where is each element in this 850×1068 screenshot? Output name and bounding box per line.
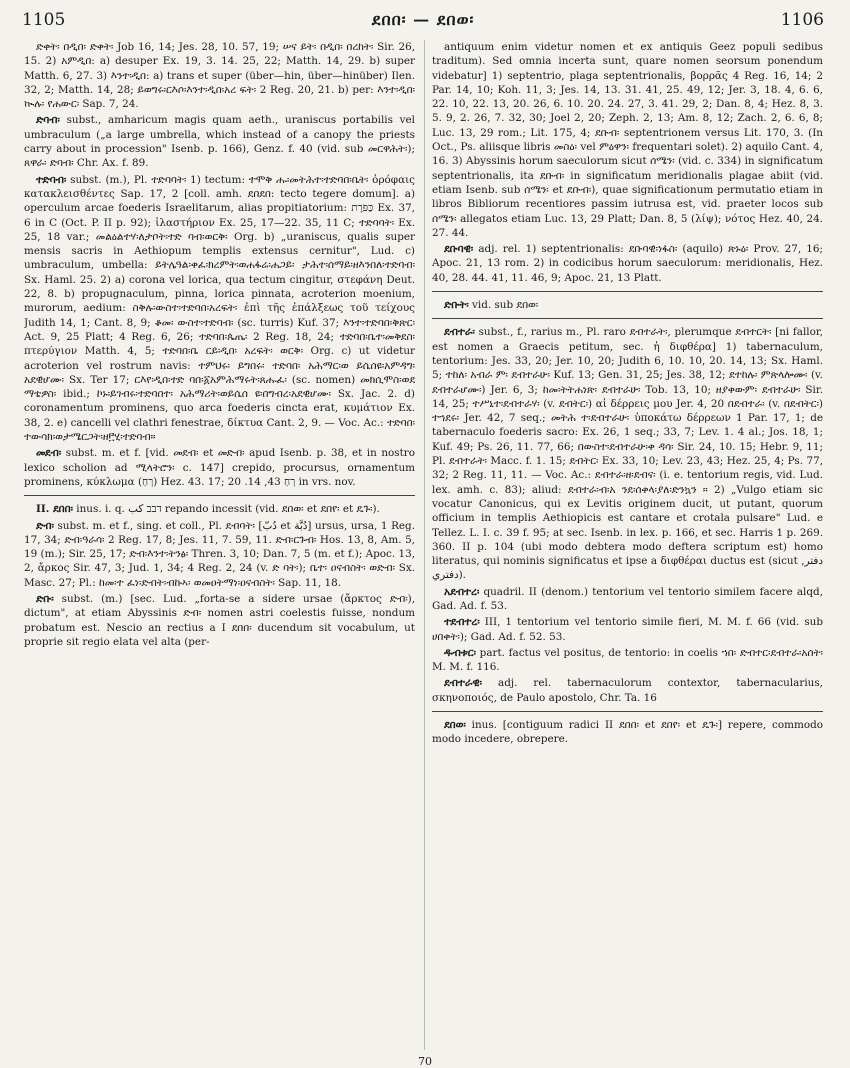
entry (24, 446, 415, 489)
headword: ደበወ፡ (444, 719, 466, 732)
entry (24, 40, 415, 111)
headword: ደብተራ፡ (444, 326, 475, 339)
entry-text: subst., amharicum magis quam aeth., uraniscus portabilis vel umbraculum („a large umbrella, which instead of a canopy the priests carry about in procession" Isenb. p. 166), Genz. f. 40 (vid. sub መርዋሕት፡); ጸዋራ፡ ድባብ፡ Chr. Ax. f. 89. (24, 114, 415, 170)
headword: ድብ፡ (36, 519, 54, 532)
entry-text: adj. rel. 1) septentrionalis: ደቡባዊ፡ነፋስ፡ (aquilo) ጽኑዕ፡ Prov. 27, 16; Apoc. 21, 13 rom. 2) in codicibus horum saeculorum: meridionalis, Hez. 40, 28. 44. 41, 11. 46, 9; Apoc. 21, 13 Platt. (432, 243, 823, 284)
headword: መደብ፡ (36, 447, 62, 460)
entry (432, 676, 823, 705)
headword: ድባብ፡ (36, 114, 60, 127)
entry (432, 298, 823, 312)
column-rule (424, 40, 425, 1050)
section-divider (24, 495, 415, 496)
entry (432, 40, 823, 240)
section-divider (432, 318, 823, 319)
headword: ዱብቱር፡ (444, 646, 476, 659)
entry-text: subst. (m.), Pl. ተድባባት፡ 1) tectum: ተሞቅ ሑ፡መትሕተ፡ተድባበ፡ቤት፡ ὀρόφαις κατακλεισθέντες Sap. 17, 2 [coll. amh. ደበደበ: tecto tegere domum]. a) operculum arcae foederis Israelitarum, alias propitiatorium: כַּפֹּרֶת Ex. 37, 6 in C (Oct. P. II p. 92); ἱλαστήριον Ex. 25, 17—22. 35, 11 C; ተድባባት፡ Ex. 25, 18 var.; መልዕልተሃ፡ለታቦት፡ተድ ባብ፡ወርቅ፡ Org. b) „uraniscus, qualis super mensis sacris in Aethiopum templis extensus cernitur", Lud. c) umbraculum, umbella: ይትሌዓል፡ቀፈ፡ክረምት፡ወሐፋሬ፡ሐጋይ፡ ታሕተ፡ሰማይ፡ዘእንበለ፡ተድባብ፡ Sx. Haml. 25. 2) a) corona vel lorica, qua tectum cingitur, στεφάνη Deut. 22, 8. b) propugnaculum, pinna, lorica pinnata, acroterion moenium, murorum, aedium: ስቅሉ፡ውስተ፡ተድባበ፡አረፍት፡ ἐπὶ τῆς ἐπάλξεως τοῦ τείχους Judith 14, 1; Cant. 8, 9; ቆመ፡ ውስተ፡ተድባብ፡ (sc. turris) Kuf. 37; እንተ፡ተድባበ፡ቅጽር፡ Act. 9, 25 Platt; 4 Reg. 6, 26; ተድባበ፡ጴጤ፡ 2 Reg. 18, 24; ተድባበ፡ቤተ፡መቅደስ፡ πτερύγιον Matth. 4, 5; ተድባበ፡ቤ ርይ፡ዲበ፡ አረፍት፡ ወርቅ፡ Org. c) ut videtur acroterion vel rostrum navis: ተምህሩ፡ ይግበሩ፡ ተድባበ፡ አሕማር፡ወ ይሴሰዩ፡አምዳግ፡አደዊሆሙ፡ Sx. Ter 17; ርእየ፡ዲበ፡ተድ ባበ፡፩አምሕማሩት፡ጸሑፈ፡ (sc. nomen) መክሲሞስ፡ወደ ማቴዎስ፡ ibid.; ኮኑ፡ይገብሩ፡ተድባበተ፡ አሕማሪት፡ወይሴሰ ዩ፡በግብረ፡አደዊሆሙ፡ Sx. Jac. 2. d) coronamentum prominens, quo arca foederis cincta erat, κυμάτιον Ex. 38, 2. e) cancelli vel clathri fenestrae, δίκτυα Cant. 2, 9. — Voc. Ac.: ተድባበ፡ተውሳክ፡ወታሜርጋት፡ዘ፫ሂ፡ተድባብ። (24, 173, 415, 444)
entry (432, 585, 823, 614)
headword: ድቡት፡ (444, 299, 469, 312)
entry-text: inus. [contiguum radici II ደበበ፡ et ደበየ፡ et ዴጉ፡] repere, commodo modo incedere, obrepere. (432, 719, 823, 746)
left-column (24, 40, 415, 1050)
entry-text: vid. sub ደበወ፡ (472, 299, 539, 312)
entry (432, 325, 823, 582)
entry (24, 173, 415, 445)
headword: ደብተራዊ፡ (444, 677, 483, 690)
entry-text: subst., f., rarius m., Pl. raro ደብተራት፡, plerumque ደብተርት፡ [ni fallor, est nomen a Graecis petitum, sec. ἡ διφθέρα] 1) tabernaculum, tentorium: Jes. 33, 20; Jer. 10, 20; Judith 6, 10. 10, 20. 14, 13; Sx. Haml. 5; ተከለ፡ አብራ ም፡ ደብተራሁ፡ Kuf. 13; Gen. 31, 25; Jes. 38, 12; ደተከሉ፡ ምጽላሎሙ፡ (v. ደብተራሆሙ፡) Jer. 6, 3; ከመ፡ትትሐነጽ፡ ደብተራሁ፡ Tob. 13, 10; ዘያቀውም፡ ደብተራሁ፡ Sir. 14, 25; ተሥኒተ፡ደብተራሃ፡ (v. ደብትር፡) αἱ δέρρεις μου Jer. 4, 20 በደብተራ፡ (v. በደብትር፡) ተኀደሩ፡ Jer. 42, 7 seq.; መትሕ ተ፡ደብተራሁ፡ ὑποκάτω δέρρεων 1 Par. 17, 1; de tabernaculo foederis sacro: Ex. 26, 1 seq.; 33, 7; Lev. 1. 4 al.; Jos. 18, 1; Kuf. 49; Ps. 26, 11. 77, 66; በውስተ፡ደብተራሁ፡ቀ ዳሳ፡ Sir. 24, 10. 15; Hebr. 9, 11; Pl. ደብተራት፡ Macc. f. 1. 15; ደብትር፡ Ex. 33, 10; Lev. 23, 43; Hez. 25, 4; Ps. 77, 32; 2 Reg. 11, 11. — Voc. Ac.: ደብተራ፡ዘ፡ደብና፡ (i. e. tentorium regis, vid. Lud. lex. amh. c. 83); aliud: ደብተራ፡ብ፡አ ንደ፡ሰቀላ፡ያለ፡ድንኳን ። 2) „Vulgo etiam sic vocatur Canonicus, qui ex Levitis originem ducit, ut putant, quorum officium in templis Aethiopicis est cantare et crotala pulsare" Lud. e Tellez. L. I. c. 39 f. 95; at sec. Isenb. in lex. p. 166, et sec. Harris 1 p. 269. 360. II p. 104 (ubi modo debtera modo deftera scriptum est) homo literatus, qui nominis significatus et ipse a διφθέραι ductus est (sicut دفتر, دفتري). (432, 326, 823, 582)
right-column (432, 40, 823, 1050)
entry-text: subst. m. et f. [vid. መደብ፡ et መድብ፡ apud Isenb. p. 38, et in nostro lexico scholion ad ሚላትሮን፡ c. 147] crepido, procursus, ornamentum prominens, κύκλωμα (ךחַ) Hez. 43. 17; ךחַ 43, 14. 20 in vrs. nov. (24, 447, 415, 488)
section-divider (432, 291, 823, 292)
page-number-right: 1106 (780, 10, 824, 30)
running-head: ደበበ፡ — ደበወ፡ (371, 10, 475, 29)
entry (432, 242, 823, 285)
entry-text: subst. m. et f., sing. et coll., Pl. ደብባት፡ [دُبّ et دُبَّة] ursus, ursa, 1 Reg. 17, 34; ድብ፡ዓራሳ፡ 2 Reg. 17, 8; Jes. 11, 7. 59, 11. ድብ፡ርጉብ፡ Hos. 13, 8, Am. 5, 19 (m.); Sir. 25, 17; ድብ፡እንተ፡ትንፅ፡ Thren. 3, 10; Dan. 7, 5 (m. et f.); Apoc. 13, 2, ἄρκος Sir. 47, 3; Jud. 1, 34; 4 Reg. 2, 24 (v. ድ ባት፡); ቤተ፡ ዐናብስት፡ ወድብ፡ Sx. Masc. 27; Pl.: ከመ፡ተ ፈነ፡ድብት፡ብኩኣ፡ ወመዐትማነ፡ዐናብስት፡ Sap. 11, 18. (24, 519, 415, 589)
signature-mark: 70 (418, 1055, 432, 1068)
page-header (22, 10, 824, 34)
headword: ድቡ፡ (36, 592, 54, 605)
entry (24, 502, 415, 516)
headword: II. ደበበ፡ (36, 503, 73, 516)
page-number-left: 1105 (22, 10, 66, 30)
entry (24, 113, 415, 170)
headword: ተድባብ፡ (36, 173, 67, 186)
headword: ደቡባዊ፡ (444, 243, 474, 256)
entry-text: ድቀት፡ በዲበ፡ ድቀት፡ Job 16, 14; Jes. 28, 10. 57, 19; ሠና ይት፡ በዲበ፡ በረከት፡ Sir. 26, 15. 2) አምዲበ: a) desuper Ex. 19, 3. 14. 25, 22; Matth. 14, 29. b) super Matth. 6, 27. 3) እንተ፡ዲበ: a) trans et super (über—hin, über—hinüber) Ilen. 32, 2; Matth. 14, 28; ይወግሩ፡ርእሶ፡እንተ፡ዲበ፡አረ ፍት፡ 2 Reg. 20, 21. b) per: እንተ፡ዲበ፡ ኲሉ፡ የሐውር፡ Sap. 7, 24. (24, 41, 415, 111)
entry (24, 519, 415, 590)
entry-text: adj. rel. tabernaculorum contextor, tabernacularius, σκηνοποιός, de Paulo apostolo, Chr. Ta. 16 (432, 677, 823, 704)
entry-text: subst. (m.) [sec. Lud. „forta-se a sidere ursae (ἄρκτος ድብ፡), dictum", at etiam Abyssinis ድብ፡ nomen astri coelestis fuisse, nondum probatum est. Nescio an rectius a I ደበበ፡ ducendum sit vocabulum, ut proprie sit regio elata vel alta (per- (24, 592, 415, 648)
entry-text: antiquum enim videtur nomen et ex antiquis Geez populi sedibus traditum). Sed omnia incerta sunt, quare nomen seorsum ponendum videbatur] 1) septentrio, plaga septentrionalis, βορρᾶς 4 Reg. 16, 14; 2 Par. 14, 10; Koh. 11, 3; Jes. 14, 13. 31. 41, 25. 49, 12; Jer. 3, 18. 4, 6. 6, 22. 10, 22. 13, 20. 26, 6. 10. 20. 24. 27, 3. 41. 29, 2; Dan. 8, 4; Hez. 8, 3. 5. 9, 2. 26, 7. 32, 30; Joel 2, 20; Zeph. 2, 13; Am. 8, 12; Zach. 2, 6. 6, 8; Luc. 13, 29 rom.; Lit. 175, 4; ደቡብ፡ septentrionem versus Lit. 170, 3. (In Oct., Ps. aliisque libris መስዕ፡ vel ምዕዋን፡ frequentari solet). 2) aquilo Cant. 4, 16. 3) Abyssinis horum saeculorum sicut ሰሜን፡ (vid. c. 334) in significatum septentrionalis, ita ደቡብ፡ in significatum meridionalis plagae abiit (vid. etiam Isenb. sub ሰሜን፡ et ደቡብ፡), quae significationum permutatio etiam in libros Bibliorum recentiores passim iutrusa est, vid. praeter locos sub ሰሜን፡ allegatos etiam Luc. 13, 29 Platt; Dan. 8, 5 (λίψ); νότος Hez. 40, 24. 27. 44. (432, 41, 823, 239)
headword: ተደብተረ፡ (444, 616, 480, 629)
entry (24, 592, 415, 649)
entry-text: inus. i. q. דבב كب repando incessit (vid. ደበወ፡ et ደበየ፡ et ዴጉ፡). (76, 503, 380, 516)
headword: አደብተረ፡ (444, 585, 480, 598)
entry-text: part. factus vel positus, de tentorio: in coelis ኀበ፡ ድብተር፡ደብተራ፡አሰት፡ M. M. f. 116. (432, 646, 823, 674)
entry (432, 718, 823, 747)
entry-text: quadril. II (denom.) tentorium vel tentorio similem facere alqd, Gad. Ad. f. 53. (432, 585, 823, 612)
entry (432, 646, 823, 675)
section-divider (432, 711, 823, 712)
entry (432, 615, 823, 644)
entry-text: III, 1 tentorium vel tentorio simile fieri, M. M. f. 66 (vid. sub ሀበቀት፡); Gad. Ad. f. 52. 53. (432, 616, 823, 643)
